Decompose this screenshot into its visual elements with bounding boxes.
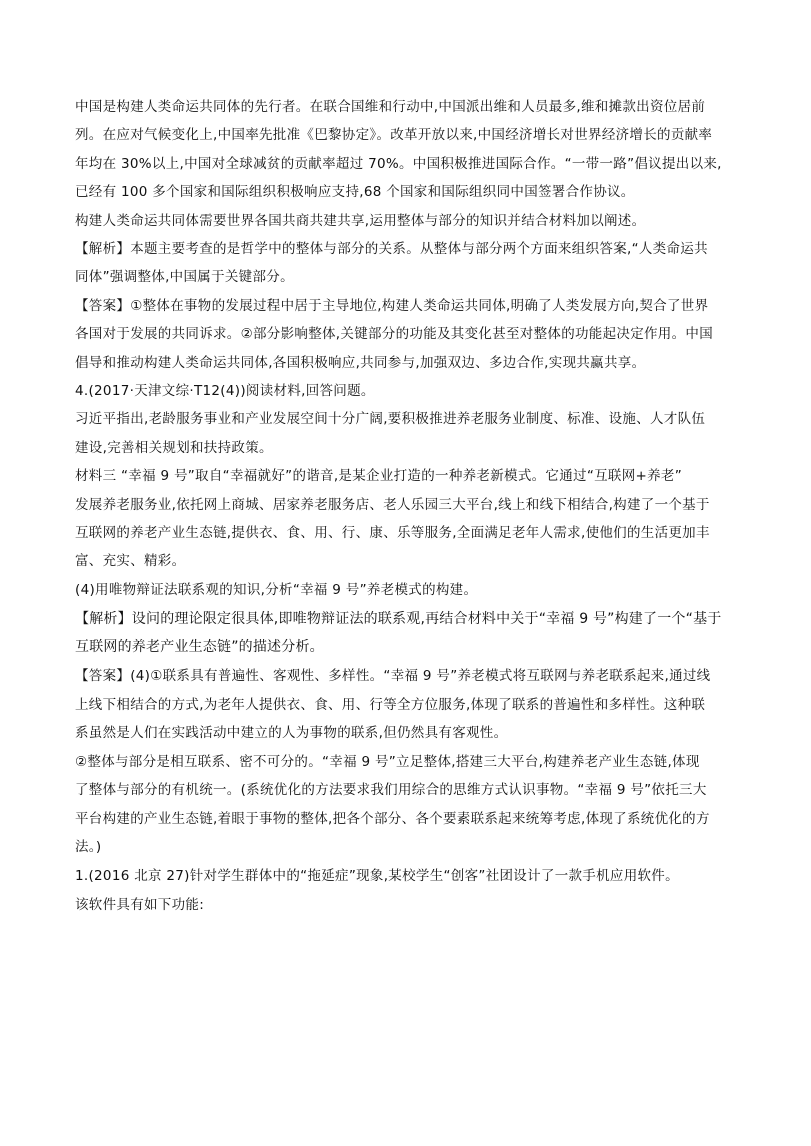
question-heading: 4.(2017·天津文综·T12(4))阅读材料,回答问题。: [75, 383, 375, 399]
analysis-line: 同体”强调整体,中国属于关键部分。: [75, 269, 294, 285]
answer-line: ②整体与部分是相互联系、密不可分的。“幸福 9 号”立足整体,搭建三大平台,构建养老产业生态链,体现: [75, 754, 700, 770]
question-heading: 1.(2016 北京 27)针对学生群体中的“拖延症”现象,某校学生“创客”社团设计了一款手机应用软件。: [75, 868, 679, 884]
analysis-line: 互联网的养老产业生态链”的描述分析。: [75, 639, 324, 655]
answer-line: 各国对于发展的共同诉求。②部分影响整体,关键部分的功能及其变化甚至对整体的功能起决定作用。中国: [75, 326, 713, 342]
answer-line: 系虽然是人们在实践活动中建立的人为事物的联系,但仍然具有客观性。: [75, 725, 508, 741]
material-line: 发展养老服务业,依托网上商城、居家养老服务店、老人乐园三大平台,线上和线下相结合,构建了一个基于: [75, 497, 710, 513]
text-line: 该软件具有如下功能:: [75, 897, 205, 913]
text-line: 已经有 100 多个国家和国际组织积极响应支持,68 个国家和国际组织同中国签署合作协议。: [75, 184, 635, 200]
answer-line: 倡导和推动构建人类命运共同体,各国积极响应,共同参与,加强双边、多边合作,实现共赢共享。: [75, 355, 646, 371]
question-line: (4)用唯物辩证法联系观的知识,分析“幸福 9 号”养老模式的构建。: [75, 582, 478, 598]
material-line: 材料三 “幸福 9 号”取自“幸福就好”的谐音,是某企业打造的一种养老新模式。它通过“互联网+养老”: [75, 468, 683, 484]
material-line: 互联网的养老产业生态链,提供衣、食、用、行、康、乐等服务,全面满足老年人需求,使他们的生活更加丰: [75, 525, 710, 541]
text-line: 列。在应对气候变化上,中国率先批准《巴黎协定》。改革开放以来,中国经济增长对世界经济增长的贡献率: [75, 127, 713, 143]
material-line: 富、充实、精彩。: [75, 553, 186, 569]
text-line: 建设,完善相关规划和扶持政策。: [75, 440, 273, 456]
answer-line: 【答案】(4)①联系具有普遍性、客观性、多样性。“幸福 9 号”养老模式将互联网与养老联系起来,通过线: [75, 668, 711, 684]
analysis-line: 【解析】设问的理论限定很具体,即唯物辩证法的联系观,再结合材料中关于“幸福 9 号”构建了一个“基于: [75, 611, 722, 627]
text-line: 中国是构建人类命运共同体的先行者。在联合国维和行动中,中国派出维和人员最多,维和摊款出资位居前: [75, 99, 706, 115]
text-line: 习近平指出,老龄服务事业和产业发展空间十分广阔,要积极推进养老服务业制度、标准、设施、人才队伍: [75, 411, 706, 427]
text-line: 年均在 30%以上,中国对全球减贫的贡献率超过 70%。中国积极推进国际合作。“一带一路”倡议提出以来,: [75, 156, 722, 172]
answer-line: 法。): [75, 839, 102, 855]
text-line: 构建人类命运共同体需要世界各国共商共建共享,运用整体与部分的知识并结合材料加以阐述。: [75, 213, 646, 229]
analysis-line: 【解析】本题主要考查的是哲学中的整体与部分的关系。从整体与部分两个方面来组织答案,“人类命运共: [75, 241, 708, 257]
answer-line: 【答案】①整体在事物的发展过程中居于主导地位,构建人类命运共同体,明确了人类发展方向,契合了世界: [75, 298, 709, 314]
answer-line: 上线下相结合的方式,为老年人提供衣、食、用、行等全方位服务,体现了联系的普遍性和多样性。这种联: [75, 697, 706, 713]
answer-line: 平台构建的产业生态链,着眼于事物的整体,把各个部分、各个要素联系起来统筹考虑,体现了系统优化的方: [75, 811, 710, 827]
answer-line: 了整体与部分的有机统一。(系统优化的方法要求我们用综合的思维方式认识事物。“幸福 9 号”依托三大: [75, 782, 707, 798]
